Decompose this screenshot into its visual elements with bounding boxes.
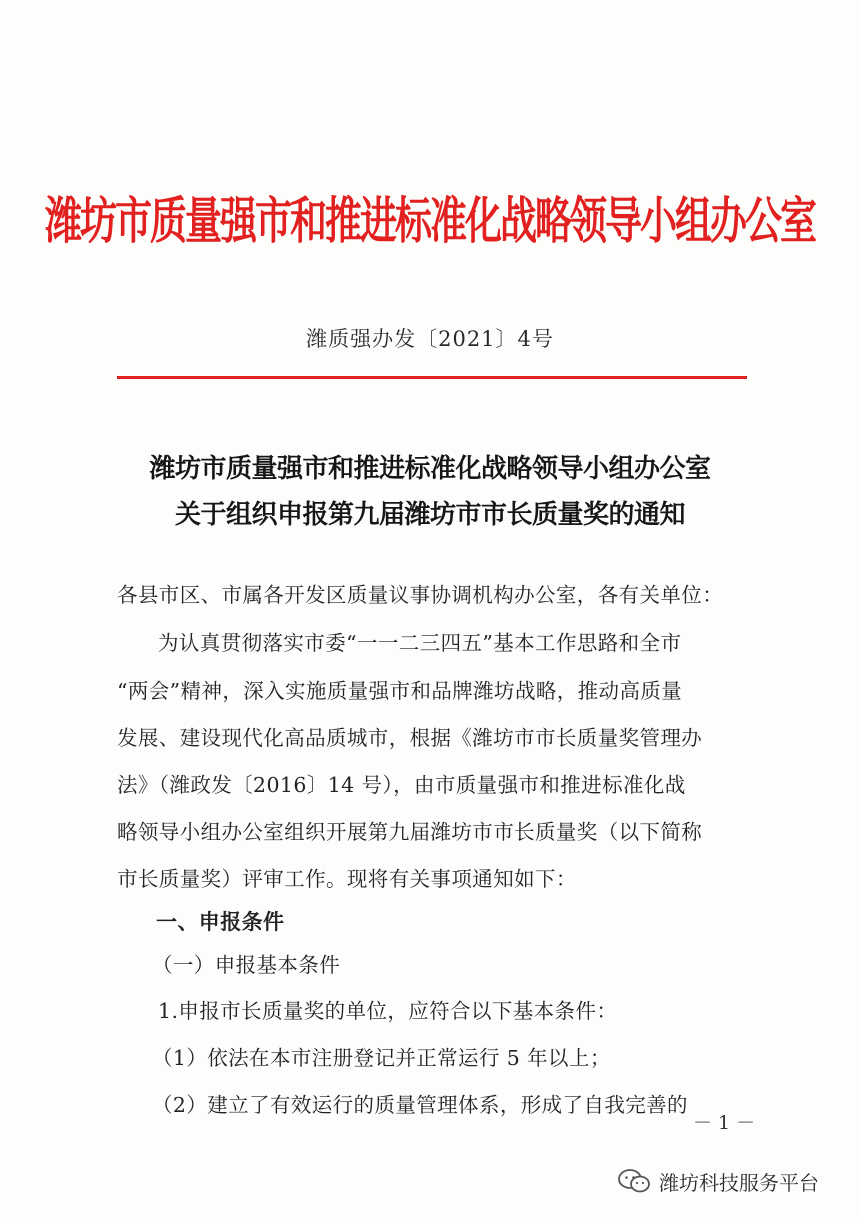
wechat-icon [617,1168,651,1194]
list-item: （2）建立了有效运行的质量管理体系，形成了自我完善的 [152,1093,688,1117]
watermark [617,1166,819,1196]
paragraph-line: 法》（潍政发〔2016〕14 号），由市质量强市和推进标准化战 [117,773,686,797]
paragraph-line: 略领导小组办公室组织开展第九届潍坊市市长质量奖（以下简称 [117,820,703,844]
notice-title-line-2: 关于组织申报第九届潍坊市市长质量奖的通知 [174,500,685,530]
notice-title-line-1: 潍坊市质量强市和推进标准化战略领导小组办公室 [149,454,711,484]
paragraph-line: 发展、建设现代化高品质城市，根据《潍坊市市长质量奖管理办 [117,726,703,750]
subsection-heading-1: （一）申报基本条件 [152,953,341,977]
page-number: － 1 － [693,1112,756,1134]
paragraph-line: 市长质量奖）评审工作。现将有关事项通知如下： [117,867,577,891]
list-item: 1.申报市长质量奖的单位，应符合以下基本条件： [158,999,618,1023]
section-heading-1: 一、申报条件 [156,910,285,934]
paragraph-line: “两会”精神，深入实施质量强市和品牌潍坊战略，推动高质量 [117,679,683,703]
issuer-red-header: 潍坊市质量强市和推进标准化战略领导小组办公室 [45,192,815,251]
list-item: （1）依法在本市注册登记并正常运行 5 年以上； [152,1046,611,1070]
paragraph-line: 为认真贯彻落实市委“一一二三四五”基本工作思路和全市 [158,631,682,655]
addressee: 各县市区、市属各开发区质量议事协调机构办公室，各有关单位： [117,583,724,607]
red-divider-line [117,376,747,379]
watermark-text: 潍坊科技服务平台 [659,1170,819,1195]
document-number: 潍质强办发〔2021〕4号 [306,327,554,351]
